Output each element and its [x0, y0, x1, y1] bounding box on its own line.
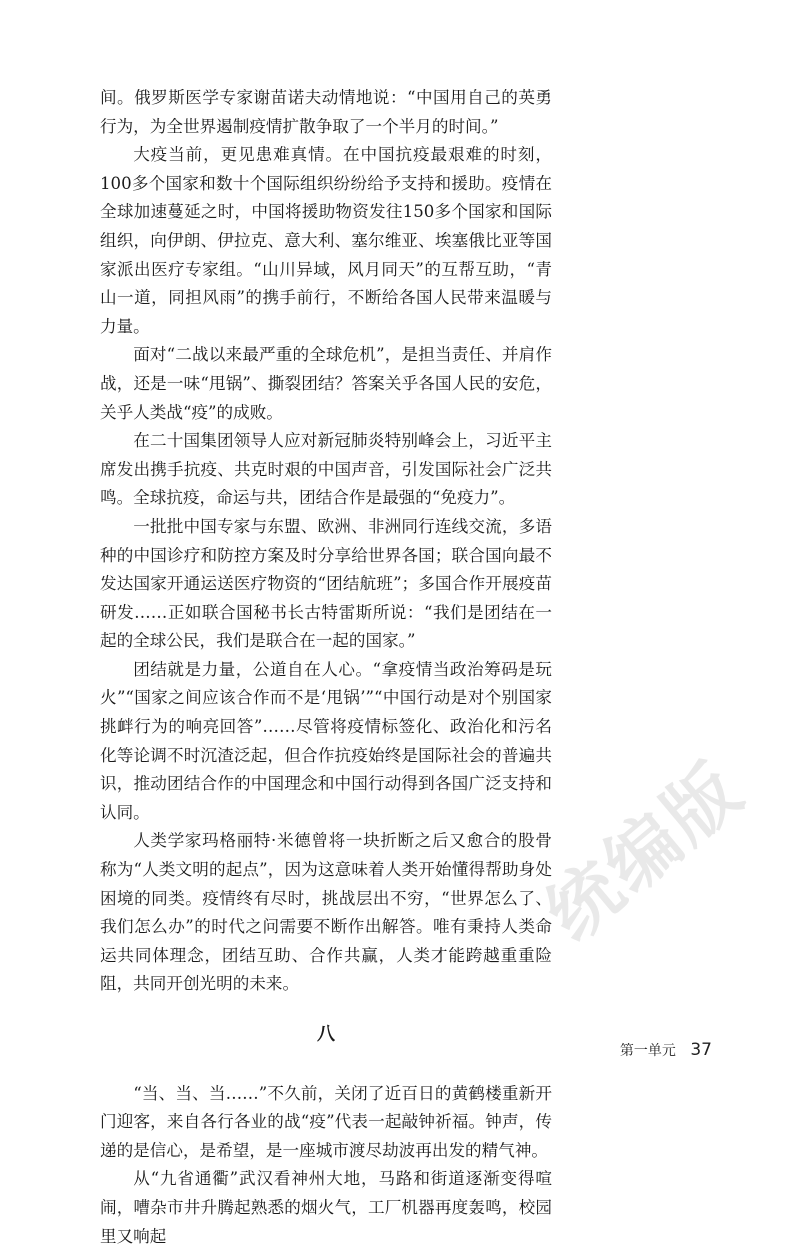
body-text: [100, 84, 552, 1251]
watermark: 统编版: [530, 745, 759, 957]
unit-label: 第一单元: [619, 1043, 676, 1059]
paragraph: 在二十国集团领导人应对新冠肺炎特别峰会上，习近平主席发出携手抗疫、共克时艰的中国声音，引发国际社会广泛共鸣。全球抗疫，命运与共，团结合作是最强的“免疫力”。: [100, 431, 552, 508]
paragraphs-before: [100, 84, 552, 999]
page-footer: [620, 1040, 712, 1060]
paragraph: 人类学家玛格丽特·米德曾将一块折断之后又愈合的股骨称为“人类文明的起点”，因为这意味着人类开始懂得帮助身处困境的同类。疫情终有尽时，挑战层出不穷，“世界怎么了、我们怎么办”的时代之问需要不断作出解答。唯有秉持人类命运共同体理念，团结互助、合作共赢，人类才能跨越重重险阻，共同开创光明的未来。: [100, 831, 552, 994]
paragraphs-after: [100, 1080, 552, 1251]
paragraph: 从“九省通衢”武汉看神州大地，马路和街道逐渐变得喧闹，嘈杂市井升腾起熟悉的烟火气，工厂机器再度轰鸣，校园里又响起: [100, 1169, 552, 1246]
paragraph: 间。俄罗斯医学专家谢苗诺夫动情地说：“中国用自己的英勇行为，为全世界遏制疫情扩散争取了一个半月的时间。”: [100, 88, 552, 136]
page-number: 37: [690, 1040, 712, 1060]
section-heading: 八: [317, 1024, 335, 1045]
paragraph: “当、当、当……”不久前，关闭了近百日的黄鹤楼重新开门迎客，来自各行各业的战“疫”代表一起敲钟祈福。钟声，传递的是信心，是希望，是一座城市渡尽劫波再出发的精气神。: [100, 1083, 552, 1160]
paragraph: 团结就是力量，公道自在人心。“拿疫情当政治筹码是玩火”“国家之间应该合作而不是‘甩锅’”“中国行动是对个别国家挑衅行为的响亮回答”……尽管将疫情标签化、政治化和污名化等论调不时沉渣泛起，但合作抗疫始终是国际社会的普遍共识，推动团结合作的中国理念和中国行动得到各国广泛支持和认同。: [100, 659, 552, 822]
paragraph: 面对“二战以来最严重的全球危机”，是担当责任、并肩作战，还是一味“甩锅”、撕裂团结？答案关乎各国人民的安危，关乎人类战“疫”的成败。: [100, 345, 552, 422]
paragraph: 大疫当前，更见患难真情。在中国抗疫最艰难的时刻，100多个国家和数十个国际组织纷纷给予支持和援助。疫情在全球加速蔓延之时，中国将援助物资发往150多个国家和国际组织，向伊朗、伊拉克、意大利、塞尔维亚、埃塞俄比亚等国家派出医疗专家组。“山川异域，风月同天”的互帮互助，“青山一道，同担风雨”的携手前行，不断给各国人民带来温暖与力量。: [100, 145, 552, 336]
paragraph: 一批批中国专家与东盟、欧洲、非洲同行连线交流，多语种的中国诊疗和防控方案及时分享给世界各国；联合国向最不发达国家开通运送医疗物资的“团结航班”；多国合作开展疫苗研发……正如联合国秘书长古特雷斯所说：“我们是团结在一起的全球公民，我们是联合在一起的国家。”: [100, 516, 552, 651]
